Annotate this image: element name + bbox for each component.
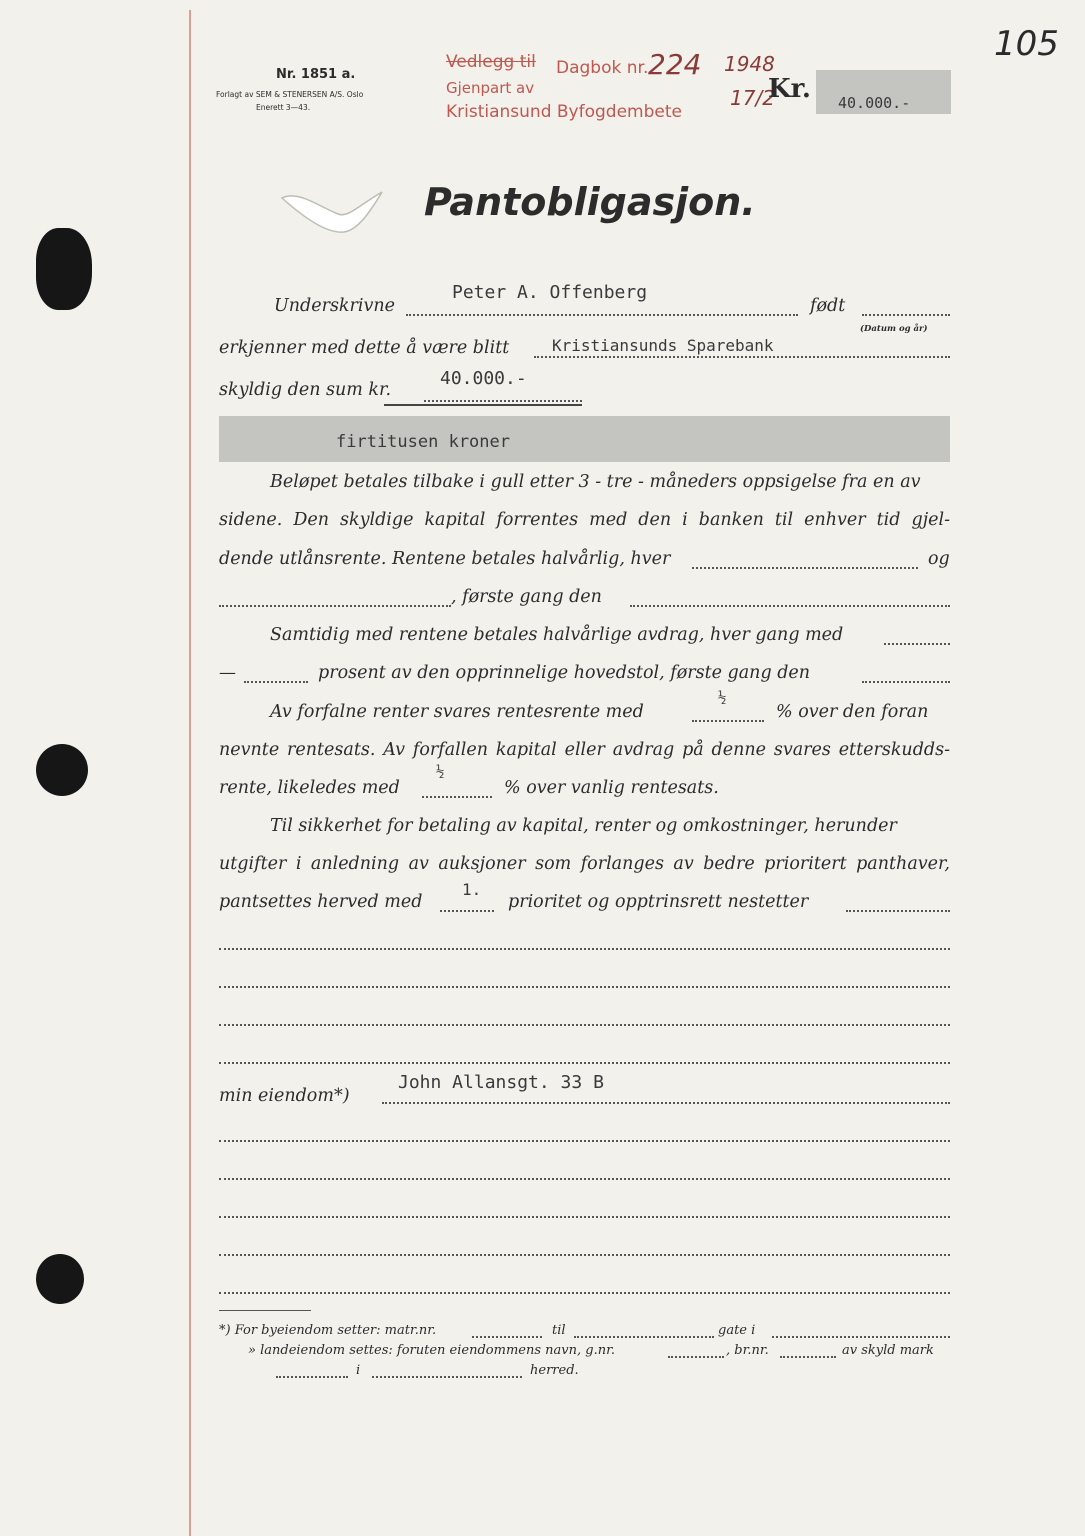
footnote-dots-6 <box>276 1376 348 1378</box>
erkjenner-dots <box>534 356 950 358</box>
paragraph-3-line-3a: rente, likeledes med <box>219 778 400 798</box>
paragraph-2-dots-2 <box>244 681 308 683</box>
paragraph-2-dots-3 <box>862 681 950 683</box>
skyldig-label: skyldig den sum kr. <box>219 380 392 400</box>
blank-line-1 <box>219 948 950 950</box>
paragraph-3-fraction: ½ <box>718 690 727 706</box>
datum-note: (Datum og år) <box>860 324 928 334</box>
blank-line-2 <box>219 986 950 988</box>
property-label: min eiendom*) <box>219 1086 350 1106</box>
amount-label: Kr. <box>768 74 811 104</box>
paragraph-1-dots-1 <box>692 567 918 569</box>
sum-words-box <box>219 416 950 462</box>
fodt-label: født <box>810 296 846 316</box>
blank-line-5 <box>219 1140 950 1142</box>
paragraph-3-line-1b: % over den foran <box>776 702 929 722</box>
paragraph-3-dots-2 <box>422 796 492 798</box>
blank-line-9 <box>219 1292 950 1294</box>
paragraph-1-line-4: , første gang den <box>451 587 602 607</box>
underskrivne-dots <box>406 314 798 316</box>
property-dots <box>382 1102 950 1104</box>
footnote-line-3a: i <box>356 1363 361 1378</box>
fodt-dots <box>862 314 950 316</box>
paragraph-3-line-1a: Av forfalne renter svares rentesrente med <box>270 702 644 722</box>
footnote-dots-2 <box>574 1336 714 1338</box>
publisher-line-1: Forlagt av SEM & STENERSEN A/S. Oslo <box>216 90 364 99</box>
paragraph-1-line-3a: dende utlånsrente. Rentene betales halvårlig, hver <box>219 549 671 569</box>
footnote-dots-4 <box>668 1356 724 1358</box>
footnote-line-2c: av skyld mark <box>842 1343 934 1358</box>
stamp-year: 1948 <box>724 52 775 76</box>
footnote-line-3b: herred. <box>530 1363 579 1378</box>
paragraph-4-dots-2 <box>846 910 950 912</box>
paragraph-4-line-2: utgifter i anledning av auksjoner som forlanges av bedre prioritert panthaver, <box>219 854 950 874</box>
paragraph-2-line-2: prosent av den opprinnelige hovedstol, første gang den <box>318 663 811 683</box>
property-value: John Allansgt. 33 B <box>398 1072 604 1093</box>
paragraph-4-line-3b: prioritet og opptrinsrett nestetter <box>508 892 809 912</box>
margin-rule <box>189 10 191 1536</box>
footnote-line-1b: til <box>552 1323 566 1338</box>
footnote-dots-1 <box>472 1336 542 1338</box>
page-number: 105 <box>994 24 1059 64</box>
form-number: Nr. 1851 a. <box>276 67 356 82</box>
blank-line-4 <box>219 1062 950 1064</box>
paragraph-1-line-2: sidene. Den skyldige kapital forrentes med den i banken til enhver tid gjel- <box>219 510 950 530</box>
paragraph-3-fraction-2: ½ <box>436 764 445 780</box>
stamp-line-2: Gjenpart av <box>446 79 535 97</box>
sum-value: 40.000.- <box>440 368 527 389</box>
decorative-mark <box>278 186 388 236</box>
paragraph-4-line-3a: pantsettes herved med <box>219 892 423 912</box>
footnote-dots-7 <box>372 1376 522 1378</box>
paragraph-1-line-3b: og <box>928 549 950 569</box>
stamp-line-3: Kristiansund Byfogdembete <box>446 102 682 122</box>
amount-value: 40.000.- <box>838 94 911 112</box>
publisher-line-2: Enerett 3—43. <box>256 103 311 112</box>
paragraph-1-dots-3 <box>630 605 950 607</box>
footnote-line-2b: , br.nr. <box>726 1343 769 1358</box>
sum-words: firtitusen kroner <box>336 432 510 452</box>
stamp-dagbok-number: 224 <box>648 48 702 81</box>
paragraph-3-line-3b: % over vanlig rentesats. <box>504 778 719 798</box>
creditor-value: Kristiansunds Sparebank <box>552 336 774 355</box>
paragraph-4-priority: 1. <box>462 880 482 899</box>
blank-line-7 <box>219 1216 950 1218</box>
punch-hole-bottom <box>36 1254 84 1304</box>
footnote-line-2a: » landeiendom settes: foruten eiendommens navn, g.nr. <box>248 1343 615 1358</box>
footnote-line-1a: *) For byeiendom setter: matr.nr. <box>219 1323 437 1338</box>
paragraph-3-line-2: nevnte rentesats. Av forfallen kapital eller avdrag på denne svares etterskudds- <box>219 740 950 760</box>
paragraph-3-dots-1 <box>692 720 764 722</box>
punch-hole-top <box>36 228 92 310</box>
paragraph-2-dots-1 <box>884 643 950 645</box>
footnote-dots-5 <box>780 1356 836 1358</box>
punch-hole-middle <box>36 744 88 796</box>
footnote-line-1c: gate i <box>718 1323 756 1338</box>
paragraph-2-dash: — <box>219 663 236 683</box>
paragraph-1-dots-2 <box>219 605 451 607</box>
footnote-rule <box>219 1310 311 1311</box>
sum-underline <box>384 404 582 406</box>
stamp-date: 17/2 <box>730 86 775 110</box>
blank-line-8 <box>219 1254 950 1256</box>
paragraph-4-line-1: Til sikkerhet for betaling av kapital, renter og omkostninger, herunder <box>270 816 897 836</box>
stamp-struck-label: Vedlegg til <box>446 52 536 72</box>
paragraph-1-line-1: Beløpet betales tilbake i gull etter 3 - tre - måneders oppsigelse fra en av <box>270 472 921 492</box>
underskrivne-value: Peter A. Offenberg <box>452 282 648 303</box>
footnote-dots-3 <box>772 1336 950 1338</box>
underskrivne-label: Underskrivne <box>274 296 396 316</box>
document-title: Pantobligasjon. <box>424 180 756 224</box>
paragraph-4-dots-1 <box>440 910 494 912</box>
paragraph-2-line-1: Samtidig med rentene betales halvårlige avdrag, hver gang med <box>270 625 844 645</box>
blank-line-3 <box>219 1024 950 1026</box>
blank-line-6 <box>219 1178 950 1180</box>
erkjenner-label: erkjenner med dette å være blitt <box>219 338 510 358</box>
stamp-dagbok-label: Dagbok nr. <box>556 58 649 78</box>
sum-dots <box>424 400 582 402</box>
